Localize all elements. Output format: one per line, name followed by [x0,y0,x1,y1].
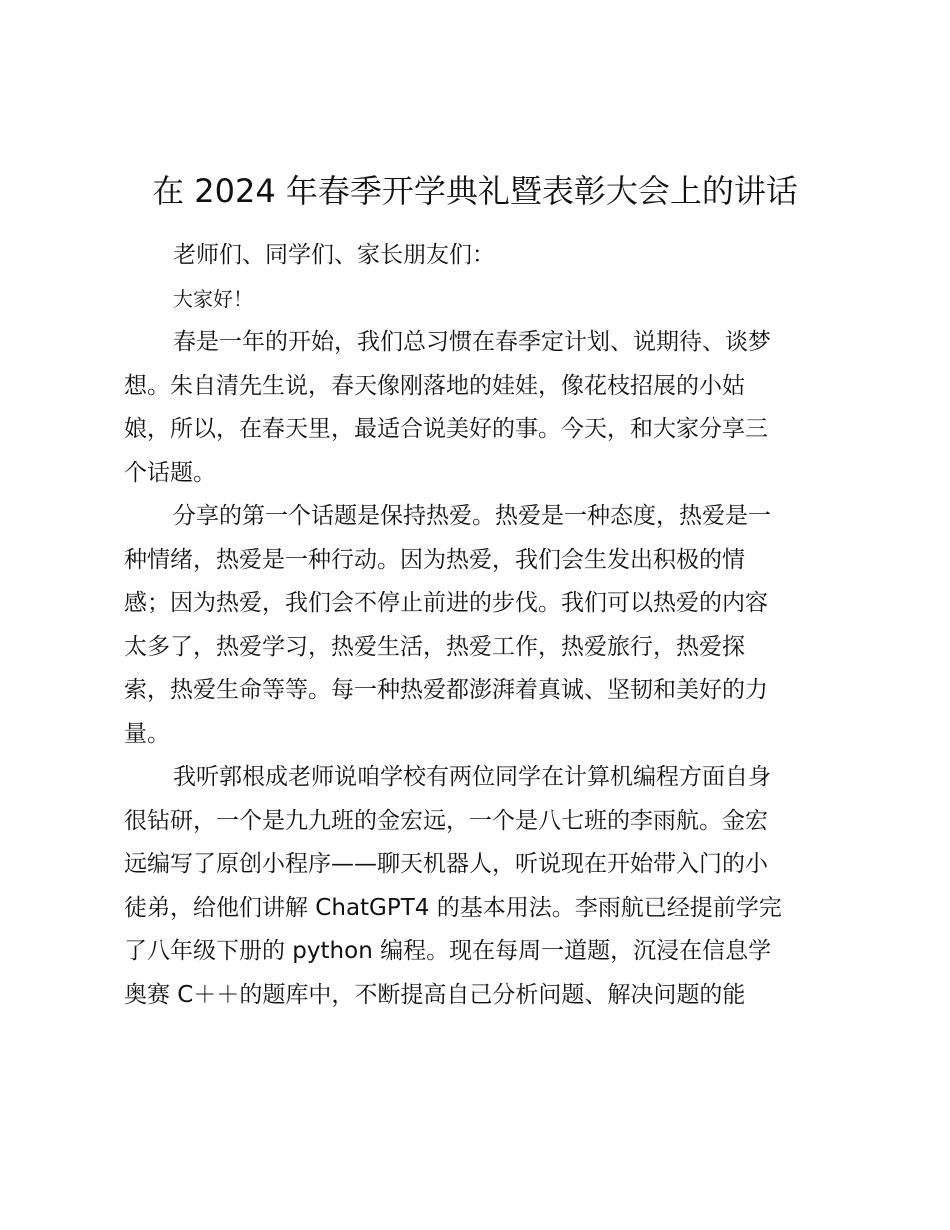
paragraph-line: 很钻研，一个是九九班的金宏远，一个是八七班的李雨航。金宏 [124,807,768,834]
greeting-line: 大家好！ [173,286,253,311]
salutation-line: 老师们、同学们、家长朋友们： [173,242,495,268]
paragraph-line: 徒弟，给他们讲解 ChatGPT4 的基本用法。李雨航已经提前学完 [124,894,782,921]
paragraph-line: 想。朱自清先生说，春天像刚落地的娃娃，像花枝招展的小姑 [124,372,745,399]
document-title: 在 2024 年春季开学典礼暨表彰大会上的讲话 [152,172,798,210]
document-body [124,234,844,1017]
paragraph-line: 奥赛 C＋＋的题库中，不断提高自己分析问题、解决问题的能 [124,981,746,1008]
paragraph-line: 分享的第一个话题是保持热爱。热爱是一种态度，热爱是一 [173,503,771,529]
paragraph-line: 种情绪，热爱是一种行动。因为热爱，我们会生发出积极的情 [124,546,745,573]
paragraph-line: 远编写了原创小程序——聊天机器人，听说现在开始带入门的小 [124,851,768,877]
paragraph-line: 索，热爱生命等等。每一种热爱都澎湃着真诚、坚韧和美好的力 [124,677,768,703]
paragraph-line: 春是一年的开始，我们总习惯在春季定计划、说期待、谈梦 [173,329,771,355]
paragraph-line: 太多了，热爱学习，热爱生活，热爱工作，热爱旅行，热爱探 [124,633,745,660]
paragraph-line: 量。 [124,720,170,747]
paragraph-line: 个话题。 [124,459,216,486]
paragraph-line: 我听郭根成老师说咱学校有两位同学在计算机编程方面自身 [173,764,771,790]
paragraph-line: 了八年级下册的 python 编程。现在每周一道题，沉浸在信息学 [124,938,772,964]
paragraph-line: 感；因为热爱，我们会不停止前进的步伐。我们可以热爱的内容 [124,590,768,616]
paragraph-line: 娘，所以，在春天里，最适合说美好的事。今天，和大家分享三 [124,416,768,442]
